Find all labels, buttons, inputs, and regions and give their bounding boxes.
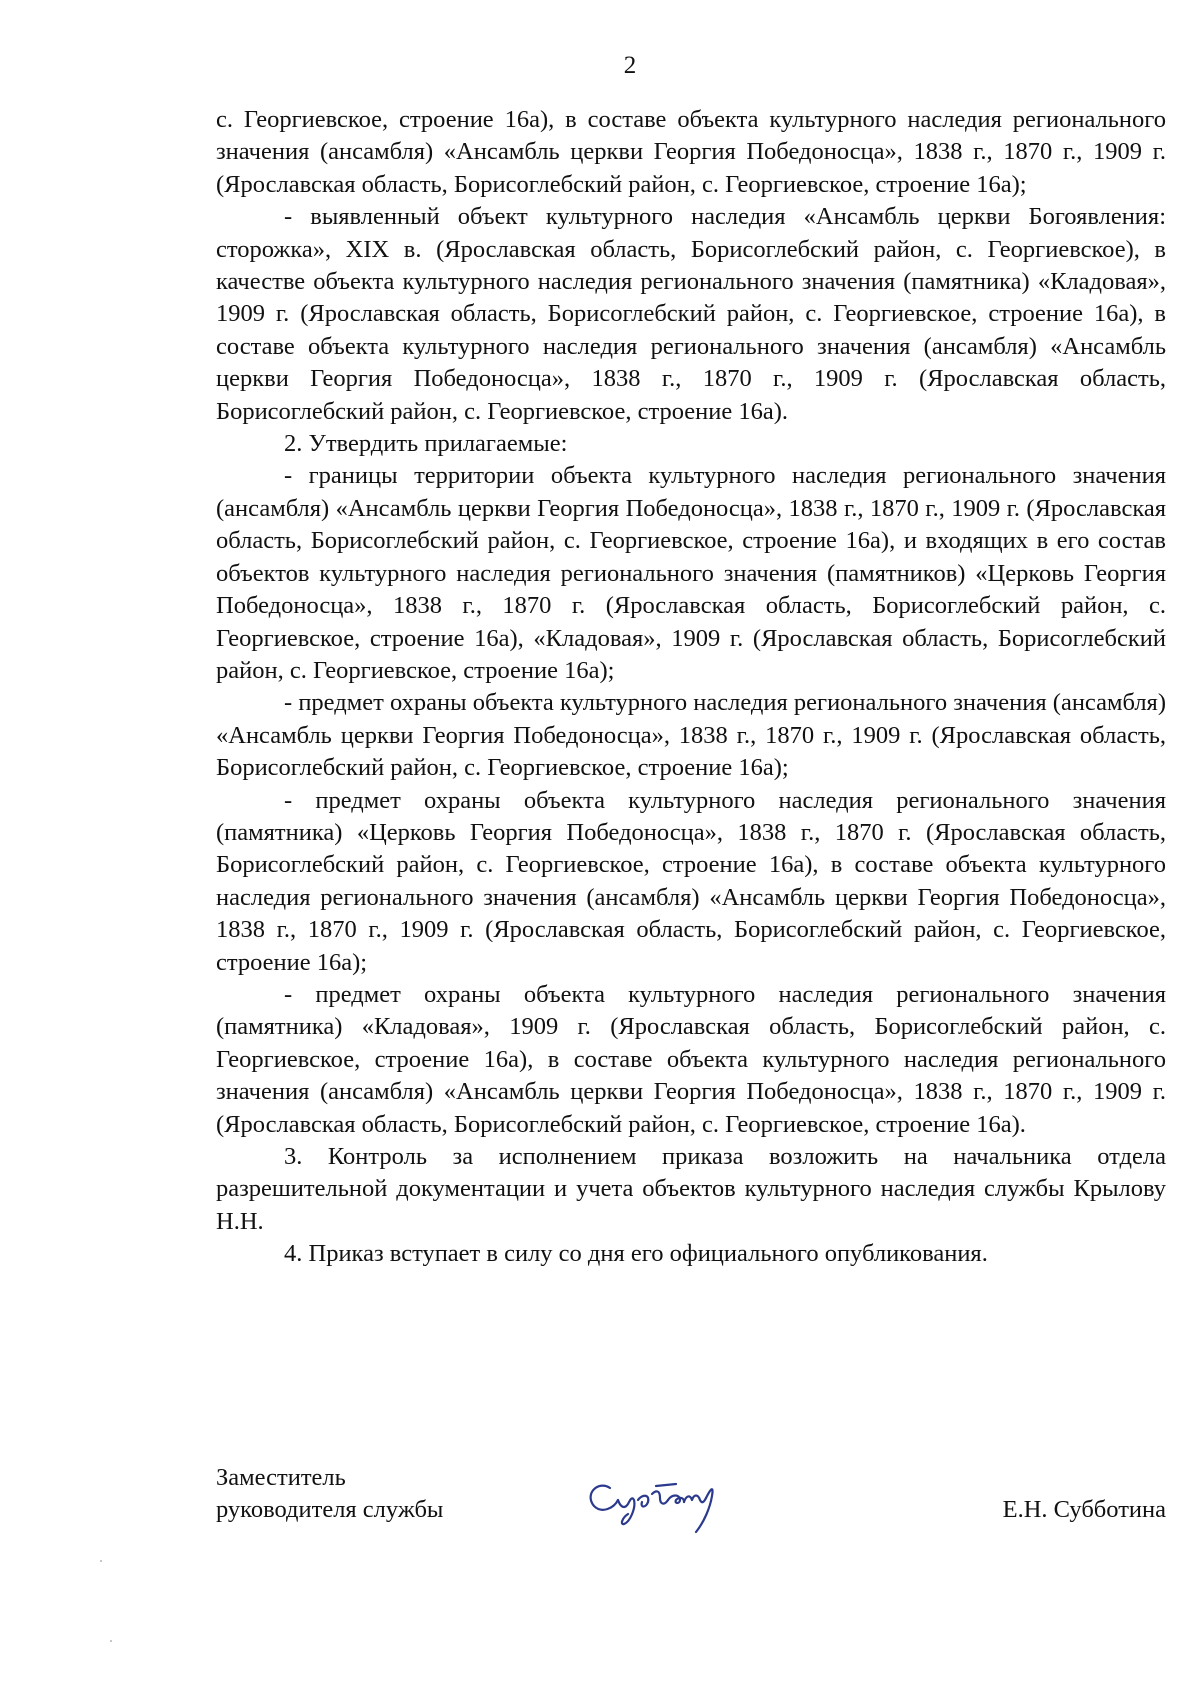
paragraph-7: - предмет охраны объекта культурного наследия регионального значения (памятника) «Кладовая», 1909 г. (Ярославская область, Борисоглебский район, с. Георгиевское, строение 16а), в составе объекта культурного наследия регионального значения (ансамбля) «Ансамбль церкви Георгия Победоносца», 1838 г., 1870 г., 1909 г. (Ярославская область, Борисоглебский район, с. Георгиевское, строение 16а). [216,980,1166,1138]
paragraph-8: 3. Контроль за исполнением приказа возложить на начальника отдела разрешительной документации и учета объектов культурного наследия службы Крылову Н.Н. [216,1143,1166,1235]
handwritten-signature [580,1450,750,1540]
paragraph-9: 4. Приказ вступает в силу со дня его официального опубликования. [284,1240,988,1268]
scan-speck [110,1640,112,1642]
paragraph-5: - предмет охраны объекта культурного наследия регионального значения (ансамбля) «Ансамбль церкви Георгия Победоносца», 1838 г., 1870 г., 1909 г. (Ярославская область, Борисоглебский район, с. Георгиевское, строение 16а); [216,689,1166,782]
signatory-title [216,1462,443,1526]
signatory-name: Е.Н. Субботина [1002,1496,1166,1523]
document-body [216,104,1166,1271]
scan-speck [100,1560,102,1562]
paragraph-4: - границы территории объекта культурного наследия регионального значения (ансамбля) «Ансамбль церкви Георгия Победоносца», 1838 г., 1870 г., 1909 г. (Ярославская область, Борисоглебский район, с. Георгиевское, строение 16а), и входящих в его состав объектов культурного наследия регионального значения (памятников) «Церковь Георгия Победоносца», 1838 г., 1870 г. (Ярославская область, Борисоглебский район, с. Георгиевское, строение 16а), «Кладовая», 1909 г. (Ярославская область, Борисоглебский район, с. Георгиевское, строение 16а); [216,462,1166,684]
paragraph-6: - предмет охраны объекта культурного наследия регионального значения (памятника) «Церковь Георгия Победоносца», 1838 г., 1870 г. (Ярославская область, Борисоглебский район, с. Георгиевское, строение 16а), в составе объекта культурного наследия регионального значения (ансамбля) «Ансамбль церкви Георгия Победоносца», 1838 г., 1870 г., 1909 г. (Ярославская область, Борисоглебский район, с. Георгиевское, строение 16а); [216,786,1166,976]
page-number: 2 [623,52,637,79]
paragraph-1: с. Георгиевское, строение 16а), в составе объекта культурного наследия регионального значения (ансамбля) «Ансамбль церкви Георгия Победоносца», 1838 г., 1870 г., 1909 г. (Ярославская область, Борисоглебский район, с. Георгиевское, строение 16а); [216,106,1166,198]
paragraph-2: - выявленный объект культурного наследия «Ансамбль церкви Богоявления: сторожка», XIX в. (Ярославская область, Борисоглебский район, с. Георгиевское), в качестве объекта культурного наследия регионального значения (памятника) «Кладовая», 1909 г. (Ярославская область, Борисоглебский район, с. Георгиевское, строение 16а), в составе объекта культурного наследия регионального значения (ансамбля) «Ансамбль церкви Георгия Победоносца», 1838 г., 1870 г., 1909 г. (Ярославская область, Борисоглебский район, с. Георгиевское, строение 16а). [216,203,1166,425]
signatory-title-line-2: руководителя службы [216,1496,444,1523]
signatory-title-line-1: Заместитель [216,1464,346,1491]
paragraph-3: 2. Утвердить прилагаемые: [284,430,568,458]
